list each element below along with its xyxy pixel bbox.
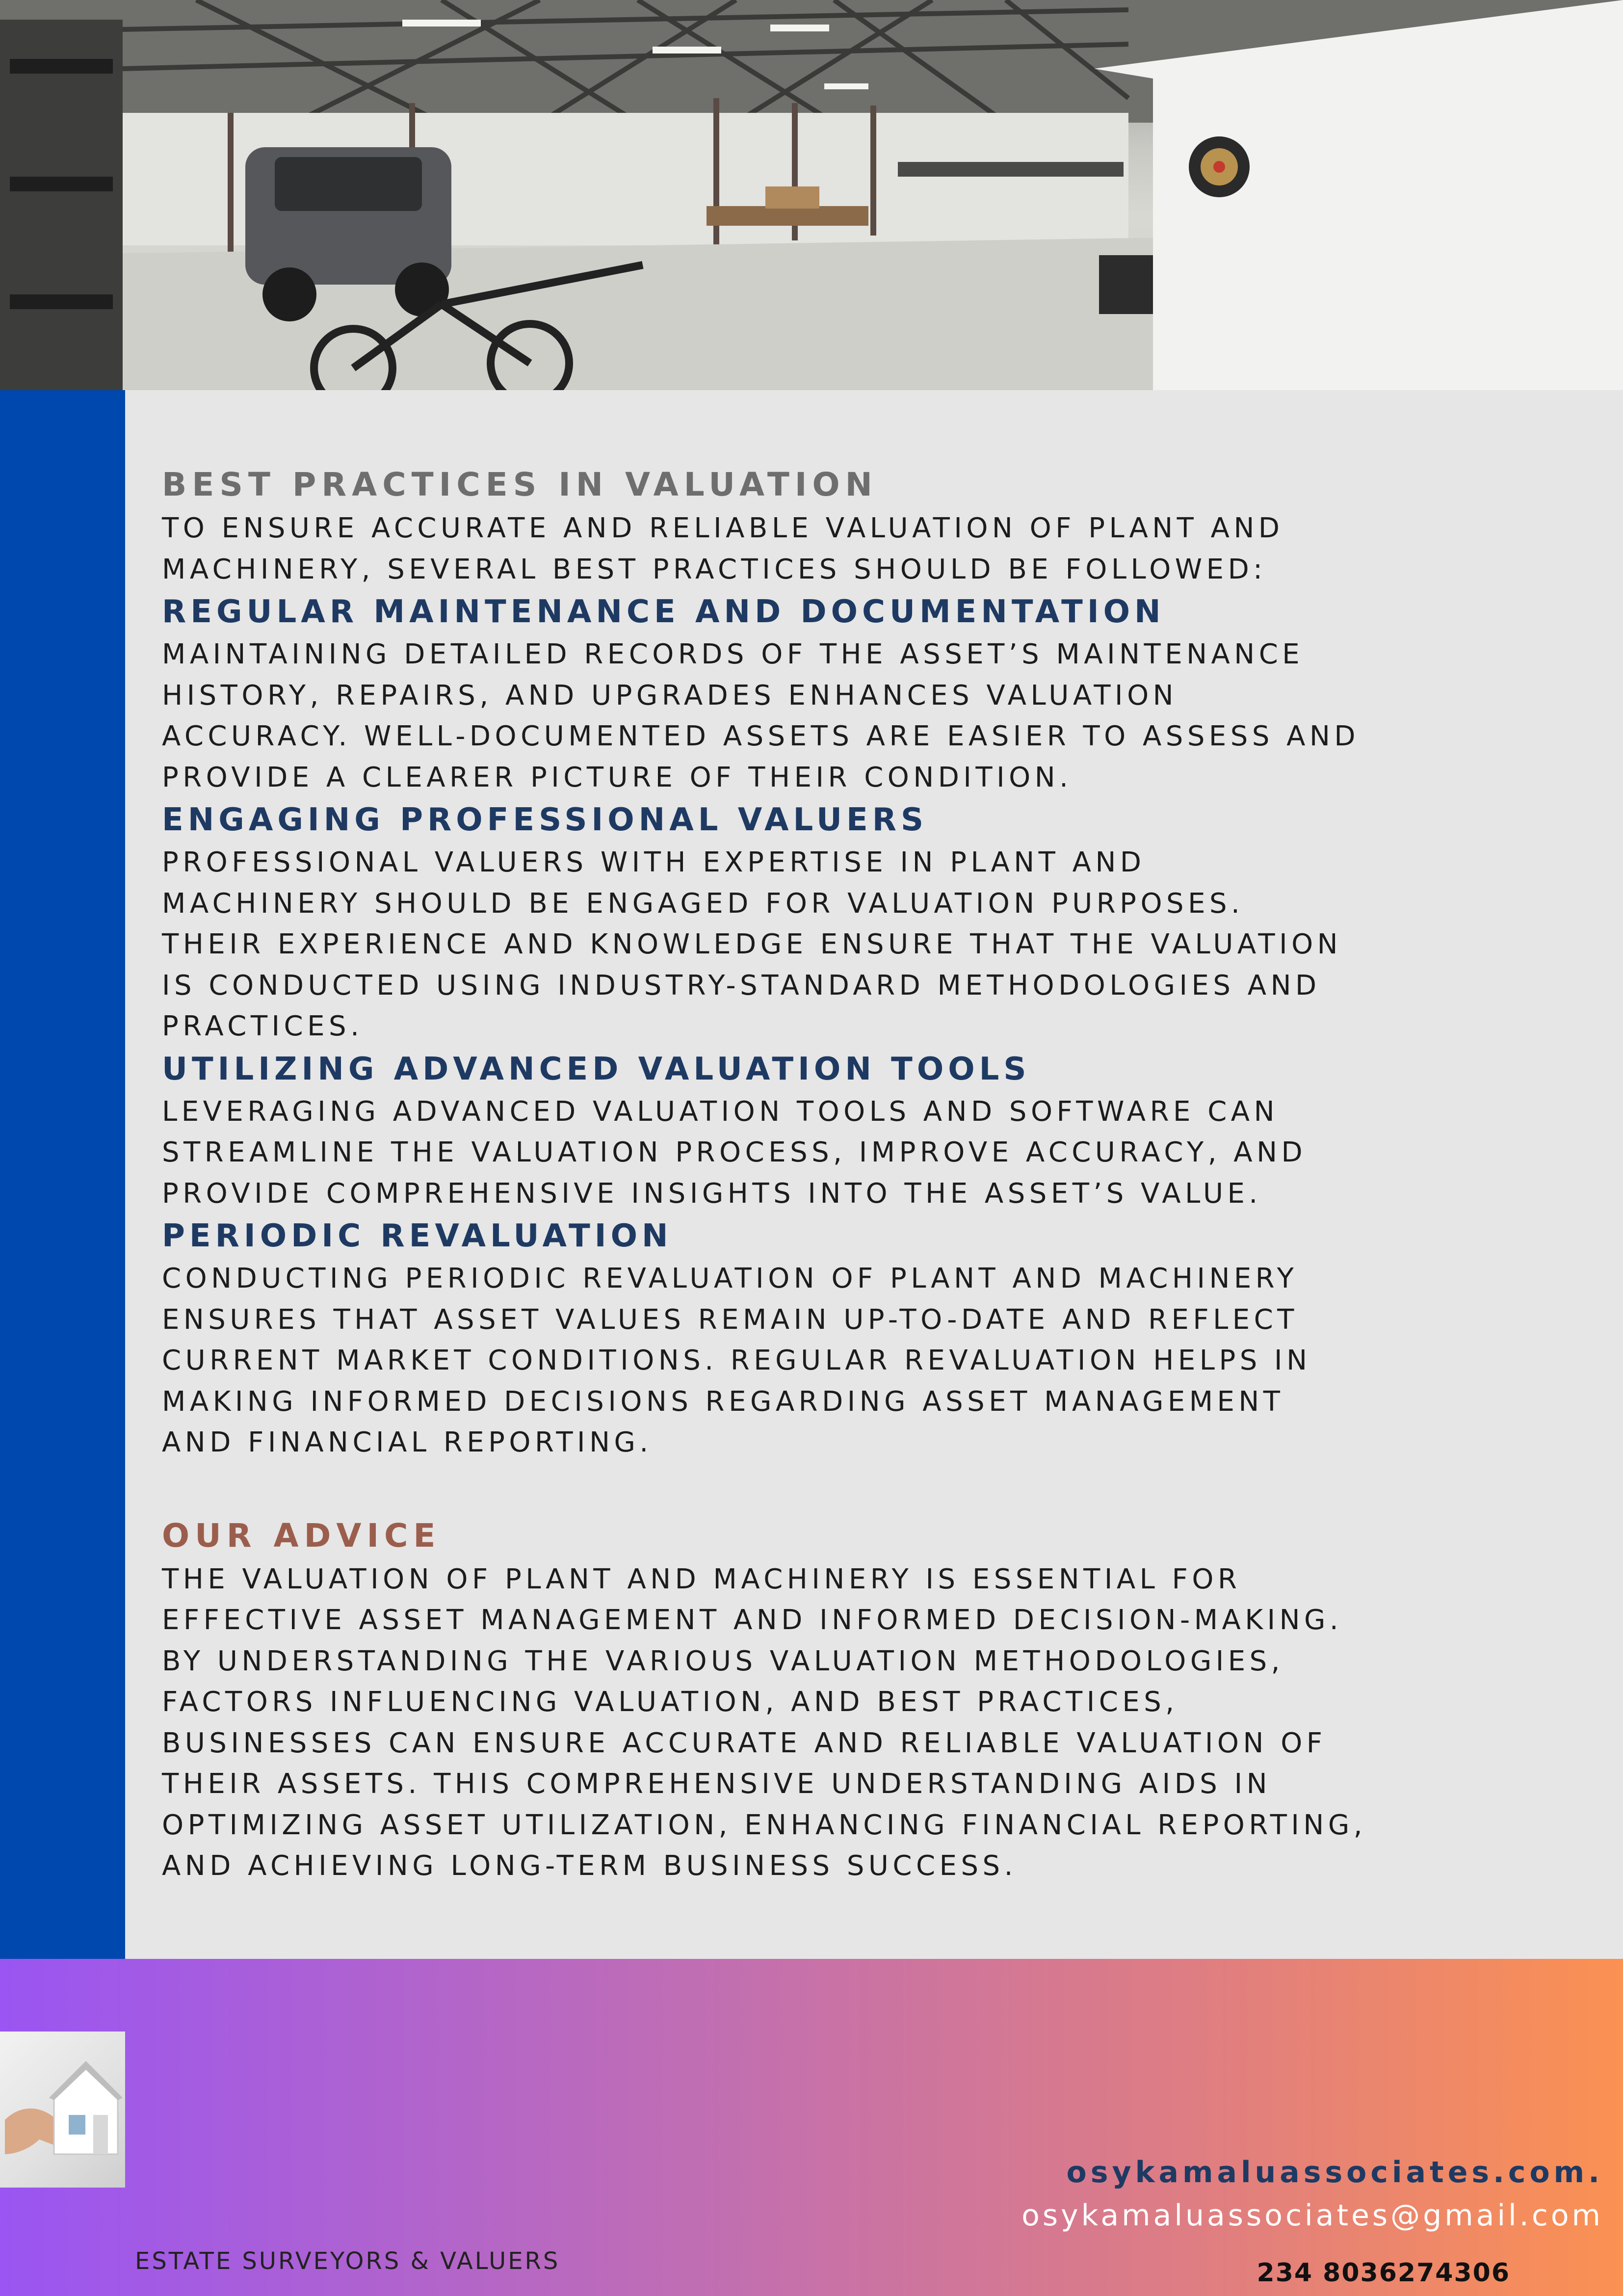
email-link[interactable]: osykamaluassociates@gmail.com [1021,2198,1603,2233]
section-heading-periodic-revaluation: PERIODIC REVALUATION [162,1218,673,1254]
main-content [162,461,1599,1887]
section-body-periodic-revaluation [162,1258,1599,1463]
body-line: HISTORY, REPAIRS, AND UPGRADES ENHANCES VALUATION [162,679,1178,712]
body-line: IS CONDUCTED USING INDUSTRY-STANDARD METHODOLOGIES AND [162,969,1321,1002]
body-line: THEIR ASSETS. THIS COMPREHENSIVE UNDERSTANDING AIDS IN [162,1768,1272,1800]
body-line: STREAMLINE THE VALUATION PROCESS, IMPROVE ACCURACY, AND [162,1136,1307,1168]
body-line: PROVIDE A CLEARER PICTURE OF THEIR CONDITION. [162,761,1073,793]
section-heading-professional-valuers: ENGAGING PROFESSIONAL VALUERS [162,802,928,838]
house-in-hand-icon [0,2032,125,2188]
body-line: THEIR EXPERIENCE AND KNOWLEDGE ENSURE THAT THE VALUATION [162,928,1342,960]
section-body-our-advice [162,1559,1599,1887]
body-line: MACHINERY SHOULD BE ENGAGED FOR VALUATION PURPOSES. [162,887,1244,920]
section-heading-valuation-tools: UTILIZING ADVANCED VALUATION TOOLS [162,1051,1031,1087]
website-link[interactable]: osykamaluassociates.com. [1066,2155,1603,2190]
hero-photo [0,0,1623,390]
spacer [162,1463,1599,1512]
company-tagline: ESTATE SURVEYORS & VALUERS [135,2247,560,2275]
body-line: MACHINERY, SEVERAL BEST PRACTICES SHOULD BE FOLLOWED: [162,553,1267,585]
body-line: ACCURACY. WELL-DOCUMENTED ASSETS ARE EASIER TO ASSESS AND [162,720,1360,752]
body-line: BY UNDERSTANDING THE VARIOUS VALUATION METHODOLOGIES, [162,1645,1284,1677]
body-line: AND FINANCIAL REPORTING. [162,1426,653,1458]
section-heading-maintenance: REGULAR MAINTENANCE AND DOCUMENTATION [162,594,1165,630]
body-line: MAINTAINING DETAILED RECORDS OF THE ASSET’S MAINTENANCE [162,638,1304,670]
section-body-valuation-tools [162,1091,1599,1214]
body-line: PROFESSIONAL VALUERS WITH EXPERTISE IN PLANT AND [162,846,1146,878]
body-line: FACTORS INFLUENCING VALUATION, AND BEST PRACTICES, [162,1686,1178,1718]
section-heading-best-practices: BEST PRACTICES IN VALUATION [162,466,878,503]
body-line: AND ACHIEVING LONG-TERM BUSINESS SUCCESS. [162,1850,1017,1882]
body-line: CURRENT MARKET CONDITIONS. REGULAR REVALUATION HELPS IN [162,1345,1311,1376]
body-line: EFFECTIVE ASSET MANAGEMENT AND INFORMED DECISION-MAKING. [162,1604,1343,1636]
section-heading-our-advice: OUR ADVICE [162,1516,441,1555]
body-line: PRACTICES. [162,1010,364,1042]
body-line: MAKING INFORMED DECISIONS REGARDING ASSET MANAGEMENT [162,1385,1284,1418]
section-body-professional-valuers [162,842,1599,1047]
body-line: LEVERAGING ADVANCED VALUATION TOOLS AND SOFTWARE CAN [162,1095,1279,1128]
body-line: PROVIDE COMPREHENSIVE INSIGHTS INTO THE ASSET’S VALUE. [162,1177,1262,1210]
body-line: TO ENSURE ACCURATE AND RELIABLE VALUATION OF PLANT AND [162,512,1284,544]
body-line: THE VALUATION OF PLANT AND MACHINERY IS ESSENTIAL FOR [162,1563,1241,1595]
body-line: OPTIMIZING ASSET UTILIZATION, ENHANCING FINANCIAL REPORTING, [162,1809,1367,1841]
section-body-maintenance [162,634,1599,798]
side-accent-bar [0,390,125,1959]
footer [0,1959,1623,2296]
phone-number[interactable]: 234 8036274306 [1257,2258,1510,2288]
body-line: ENSURES THAT ASSET VALUES REMAIN UP-TO-DATE AND REFLECT [162,1303,1298,1336]
body-line: BUSINESSES CAN ENSURE ACCURATE AND RELIABLE VALUATION OF [162,1727,1327,1759]
body-line: CONDUCTING PERIODIC REVALUATION OF PLANT AND MACHINERY [162,1263,1298,1294]
warehouse-interior-image [0,0,1623,390]
section-body-best-practices [162,508,1599,590]
